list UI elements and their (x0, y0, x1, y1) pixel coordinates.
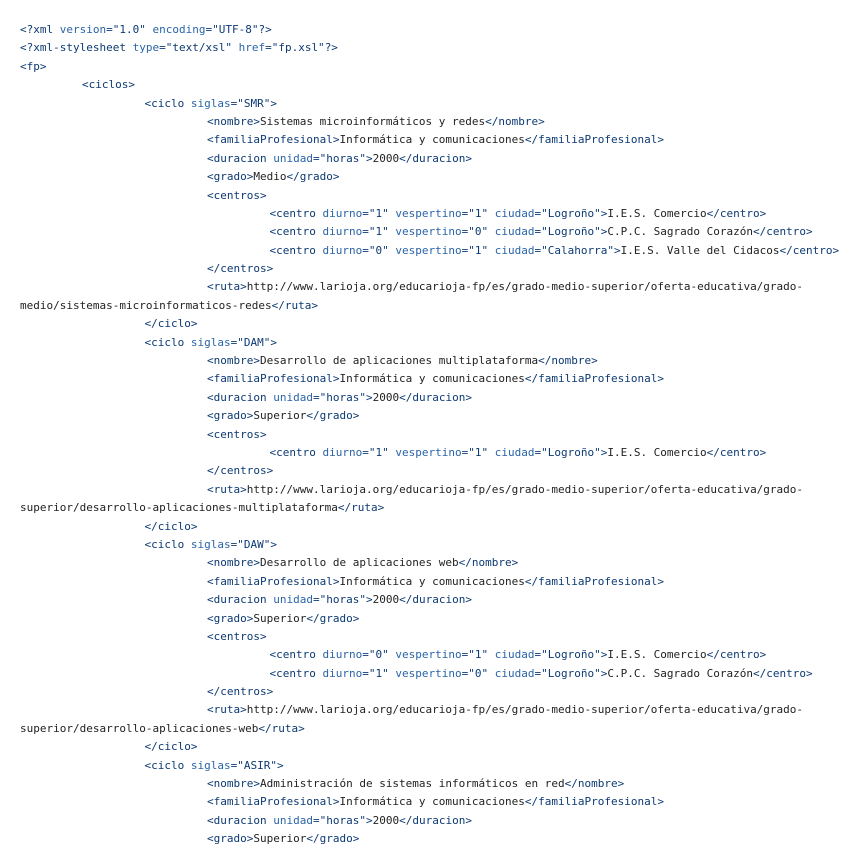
xml-attribute-value: "horas" (319, 151, 366, 165)
code-line (20, 646, 840, 664)
xml-text: 2000 (372, 390, 400, 404)
xml-markup: > (365, 390, 373, 404)
xml-attribute-name: unidad (273, 593, 313, 607)
xml-markup: <ciclo (144, 537, 191, 551)
xml-markup: <duracion (207, 593, 274, 607)
xml-markup: = (362, 648, 369, 662)
xml-text: Informática y comunicaciones (339, 795, 525, 809)
xml-attribute-value: "ASIR" (237, 758, 277, 772)
xml-markup: = (106, 23, 113, 36)
xml-attribute-name: unidad (273, 813, 313, 827)
xml-attribute-value: "horas" (319, 390, 366, 404)
xml-markup: </nombre> (538, 354, 598, 368)
xml-text: Medio (253, 170, 287, 184)
xml-attribute-value: "horas" (319, 593, 366, 607)
xml-markup: </grado> (286, 170, 340, 184)
xml-markup: </centro> (753, 225, 813, 239)
xml-markup: </familiaProfesional> (524, 133, 664, 147)
xml-markup: <nombre> (207, 354, 260, 368)
code-line (20, 150, 840, 168)
xml-attribute-value: "Logroño" (541, 225, 601, 239)
xml-markup: ?> (258, 23, 272, 36)
code-line (20, 812, 840, 830)
xml-markup: </centro> (753, 666, 813, 680)
xml-markup: </centro> (779, 243, 840, 257)
xml-text: I.E.S. Comercio (607, 648, 707, 662)
code-line (20, 223, 840, 241)
code-line (20, 370, 840, 388)
xml-attribute-name: diurno (322, 225, 363, 239)
xml-markup: </familiaProfesional> (524, 372, 664, 386)
xml-attribute-value: "Logroño" (541, 666, 601, 680)
xml-text: Informática y comunicaciones (339, 574, 525, 588)
xml-attribute-name: href (238, 41, 266, 55)
xml-markup: = (312, 593, 320, 607)
xml-markup: </grado> (306, 611, 360, 625)
xml-attribute-name: diurno (322, 445, 363, 459)
xml-text: http://www.larioja.org/educarioja-fp/es/grado-medio-superior/oferta-educativa/grado- (246, 482, 804, 496)
xml-markup: = (312, 813, 320, 827)
xml-markup: <duracion (207, 390, 274, 404)
xml-markup: = (362, 243, 369, 257)
xml-markup: </duracion> (399, 151, 472, 165)
xml-attribute-value: "Logroño" (541, 445, 601, 459)
xml-markup: > (600, 225, 608, 239)
xml-markup: = (362, 445, 369, 459)
xml-attribute-value: "0" (368, 243, 389, 257)
code-line (20, 628, 840, 646)
xml-attribute-name: ciudad (494, 648, 535, 662)
xml-markup: <familiaProfesional> (207, 372, 340, 386)
xml-attribute-value: "0" (368, 648, 389, 662)
xml-markup: <grado> (207, 611, 254, 625)
xml-markup: = (362, 206, 369, 220)
xml-markup: = (312, 151, 320, 165)
xml-markup: = (534, 206, 542, 220)
code-line (20, 610, 840, 628)
xml-text: Informática y comunicaciones (339, 133, 525, 147)
xml-attribute-name: version (59, 23, 107, 36)
xml-source-view (20, 21, 840, 849)
code-line (20, 720, 840, 738)
code-line (20, 830, 840, 848)
xml-markup: = (230, 96, 238, 110)
xml-attribute-name: ciudad (494, 445, 535, 459)
code-line (20, 757, 840, 775)
xml-text: Superior (253, 409, 307, 423)
xml-attribute-name: diurno (322, 648, 363, 662)
xml-markup: = (461, 206, 469, 220)
xml-text: I.E.S. Comercio (607, 206, 707, 220)
code-line (20, 76, 840, 94)
xml-markup: <familiaProfesional> (207, 795, 340, 809)
xml-text: http://www.larioja.org/educarioja-fp/es/grado-medio-superior/oferta-educativa/grado- (246, 280, 804, 294)
xml-markup: > (276, 758, 284, 772)
xml-markup: <grado> (207, 170, 254, 184)
xml-markup (488, 207, 495, 220)
xml-attribute-name: siglas (190, 537, 231, 551)
xml-markup: = (205, 23, 213, 36)
xml-attribute-name: vespertino (395, 445, 462, 459)
code-line (20, 426, 840, 444)
xml-attribute-value: "1" (468, 243, 489, 257)
xml-attribute-value: "Calahorra" (541, 243, 614, 257)
xml-markup: > (270, 335, 277, 349)
xml-markup (232, 41, 239, 54)
xml-text: Desarrollo de aplicaciones web (259, 556, 459, 570)
xml-attribute-name: vespertino (395, 206, 462, 220)
code-line (20, 168, 840, 186)
code-line (20, 352, 840, 370)
xml-attribute-value: "1" (468, 445, 489, 459)
xml-markup: > (365, 151, 373, 165)
code-line (20, 554, 840, 572)
code-line (20, 21, 840, 39)
xml-attribute-name: type (132, 41, 160, 55)
xml-attribute-name: vespertino (395, 648, 462, 662)
xml-text: 2000 (372, 151, 400, 165)
xml-markup: > (270, 537, 277, 551)
xml-markup: </centro> (706, 445, 767, 459)
xml-attribute-name: ciudad (494, 243, 535, 257)
code-line (20, 334, 840, 352)
xml-markup: = (312, 390, 320, 404)
code-line (20, 315, 840, 333)
xml-attribute-name: ciudad (494, 666, 535, 680)
xml-attribute-value: "fp.xsl" (271, 41, 325, 55)
xml-markup: <centros> (207, 427, 267, 441)
xml-markup: </ciclo> (144, 519, 198, 533)
xml-markup: = (159, 41, 166, 55)
xml-markup: > (600, 206, 608, 220)
xml-attribute-value: "1" (368, 445, 389, 459)
xml-attribute-name: siglas (190, 758, 231, 772)
xml-markup: </grado> (306, 832, 360, 846)
xml-attribute-value: "1" (368, 666, 389, 680)
xml-markup: ?> (324, 41, 338, 55)
xml-text: http://www.larioja.org/educarioja-fp/es/grado-medio-superior/oferta-educativa/grado- (246, 703, 804, 717)
xml-markup: </nombre> (564, 777, 625, 791)
xml-attribute-name: unidad (273, 151, 313, 165)
code-line (20, 701, 840, 719)
xml-text: Administración de sistemas informáticos en red (259, 777, 565, 791)
xml-attribute-value: "DAW" (237, 537, 271, 551)
xml-markup: <duracion (207, 151, 274, 165)
xml-markup: <ruta> (207, 280, 247, 294)
xml-markup: </centro> (706, 206, 767, 220)
code-line (20, 131, 840, 149)
xml-markup (488, 667, 495, 680)
xml-markup: = (230, 335, 238, 349)
xml-markup: <nombre> (207, 777, 260, 791)
xml-attribute-value: "1.0" (112, 23, 146, 36)
code-line (20, 683, 840, 701)
xml-attribute-name: vespertino (395, 243, 462, 257)
xml-text: I.E.S. Valle del Cidacos (620, 243, 780, 257)
xml-markup: <centro (269, 666, 323, 680)
xml-text: Sistemas microinformáticos y redes (259, 114, 486, 128)
code-line (20, 260, 840, 278)
xml-markup: <familiaProfesional> (207, 133, 340, 147)
xml-markup: = (461, 243, 469, 257)
code-line (20, 389, 840, 407)
xml-attribute-value: "Logroño" (541, 648, 601, 662)
xml-markup: = (534, 666, 542, 680)
xml-markup: </centro> (706, 648, 767, 662)
xml-attribute-name: siglas (190, 96, 231, 110)
xml-markup: <nombre> (207, 556, 260, 570)
xml-markup: = (461, 648, 469, 662)
xml-attribute-value: "horas" (319, 813, 366, 827)
xml-markup: = (534, 225, 542, 239)
xml-attribute-value: "text/xsl" (165, 41, 232, 55)
xml-attribute-value: "1" (468, 648, 489, 662)
xml-attribute-name: siglas (190, 335, 231, 349)
xml-attribute-name: unidad (273, 390, 313, 404)
xml-markup: <ciclo (144, 96, 191, 110)
xml-markup: </centros> (207, 685, 274, 699)
code-line (20, 536, 840, 554)
code-line (20, 407, 840, 425)
xml-attribute-value: "SMR" (237, 96, 271, 110)
xml-attribute-value: "1" (368, 206, 389, 220)
xml-markup: > (600, 445, 608, 459)
xml-markup (488, 244, 495, 257)
xml-markup: = (265, 41, 272, 55)
xml-text: superior/desarrollo-aplicaciones-multiplataforma (20, 501, 338, 515)
xml-markup: </grado> (306, 409, 360, 423)
code-line (20, 499, 840, 517)
xml-markup: <centros> (207, 188, 267, 202)
xml-markup: <ruta> (207, 482, 247, 496)
xml-markup: </ruta> (258, 721, 305, 735)
xml-markup: </centros> (207, 262, 274, 276)
xml-markup: <centro (269, 243, 323, 257)
xml-markup: > (270, 96, 277, 110)
xml-markup: = (461, 666, 469, 680)
xml-attribute-name: encoding (152, 23, 206, 36)
xml-markup: <?xml-stylesheet (20, 41, 133, 55)
xml-markup (488, 648, 495, 661)
xml-markup: </ruta> (337, 501, 385, 515)
xml-markup: <centros> (207, 629, 267, 643)
xml-markup: = (362, 225, 369, 239)
xml-markup: = (534, 445, 542, 459)
code-line (20, 665, 840, 683)
xml-markup: </familiaProfesional> (524, 795, 664, 809)
xml-markup: <ciclos> (82, 78, 135, 92)
xml-attribute-name: diurno (322, 243, 363, 257)
xml-attribute-name: ciudad (494, 225, 535, 239)
xml-text: Desarrollo de aplicaciones multiplataforma (259, 354, 539, 368)
xml-markup: </duracion> (399, 390, 472, 404)
code-line (20, 58, 840, 76)
xml-markup: </duracion> (399, 813, 472, 827)
code-line (20, 242, 840, 260)
xml-text: 2000 (372, 593, 400, 607)
xml-text: medio/sistemas-microinformaticos-redes (20, 298, 272, 312)
xml-text: C.P.C. Sagrado Corazón (607, 225, 754, 239)
xml-text: C.P.C. Sagrado Corazón (607, 666, 754, 680)
code-line (20, 591, 840, 609)
xml-markup: <ciclo (144, 335, 191, 349)
xml-attribute-value: "1" (368, 225, 389, 239)
xml-attribute-value: "0" (468, 666, 489, 680)
xml-markup: > (613, 243, 621, 257)
xml-markup: <ciclo (144, 758, 191, 772)
xml-text: Superior (253, 832, 307, 846)
xml-markup: = (461, 225, 469, 239)
xml-attribute-value: "DAM" (237, 335, 271, 349)
xml-markup: = (534, 243, 542, 257)
xml-markup: </nombre> (485, 114, 545, 128)
code-line (20, 518, 840, 536)
xml-markup: = (230, 758, 238, 772)
code-line (20, 187, 840, 205)
xml-attribute-name: ciudad (494, 206, 535, 220)
xml-markup: > (365, 593, 373, 607)
xml-markup (488, 446, 495, 459)
xml-markup: <centro (269, 225, 323, 239)
xml-markup: <familiaProfesional> (207, 574, 340, 588)
xml-text: Superior (253, 611, 307, 625)
xml-markup: </ciclo> (144, 317, 198, 331)
xml-attribute-value: "1" (468, 206, 489, 220)
xml-markup: = (362, 666, 369, 680)
xml-markup: <grado> (207, 409, 254, 423)
code-line (20, 278, 840, 296)
xml-markup: > (600, 648, 608, 662)
xml-attribute-name: diurno (322, 666, 363, 680)
xml-text: 2000 (372, 813, 400, 827)
xml-attribute-name: vespertino (395, 666, 462, 680)
xml-attribute-value: "0" (468, 225, 489, 239)
xml-text: superior/desarrollo-aplicaciones-web (20, 721, 259, 735)
xml-markup: = (461, 445, 469, 459)
code-line (20, 738, 840, 756)
xml-attribute-name: vespertino (395, 225, 462, 239)
xml-text: Informática y comunicaciones (339, 372, 525, 386)
xml-markup: <fp> (20, 59, 47, 73)
xml-markup: </nombre> (458, 556, 519, 570)
code-line (20, 573, 840, 591)
xml-attribute-name: diurno (322, 206, 363, 220)
xml-markup: <centro (269, 206, 323, 220)
xml-attribute-value: "Logroño" (541, 206, 601, 220)
code-line (20, 481, 840, 499)
xml-attribute-value: "UTF-8" (212, 23, 259, 36)
code-line (20, 462, 840, 480)
xml-markup: </ciclo> (144, 740, 198, 754)
code-line (20, 39, 840, 57)
code-line (20, 793, 840, 811)
xml-markup: > (365, 813, 373, 827)
xml-markup: <ruta> (207, 703, 247, 717)
xml-markup: </duracion> (399, 593, 472, 607)
code-line (20, 205, 840, 223)
xml-markup: > (600, 666, 608, 680)
xml-markup: <centro (269, 445, 323, 459)
code-line (20, 95, 840, 113)
code-line (20, 113, 840, 131)
xml-markup: <grado> (207, 832, 254, 846)
xml-markup: </familiaProfesional> (524, 574, 664, 588)
xml-markup: = (534, 648, 542, 662)
xml-markup: <centro (269, 648, 323, 662)
xml-markup (488, 225, 495, 238)
xml-markup: = (230, 537, 238, 551)
code-line (20, 444, 840, 462)
xml-text: I.E.S. Comercio (607, 445, 707, 459)
xml-markup: </ruta> (271, 298, 319, 312)
code-line (20, 775, 840, 793)
xml-markup: </centros> (207, 464, 274, 478)
xml-markup: <duracion (207, 813, 274, 827)
xml-markup: <nombre> (207, 114, 260, 128)
xml-markup: <?xml (20, 23, 60, 36)
code-line (20, 297, 840, 315)
